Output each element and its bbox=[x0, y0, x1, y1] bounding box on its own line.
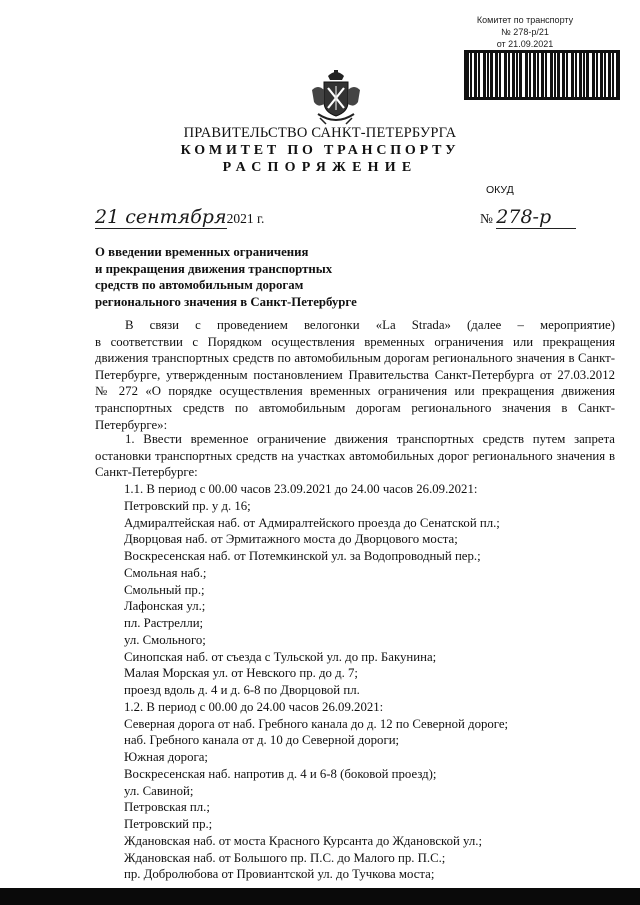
list-item: Смольный пр.; bbox=[124, 582, 205, 597]
list-item: Ждановская наб. от Большого пр. П.С. до Малого пр. П.С.; bbox=[124, 850, 446, 865]
stamp-line-date: от 21.09.2021 bbox=[496, 39, 554, 49]
list-item: проезд вдоль д. 4 и д. 6-8 по Дворцовой пл. bbox=[124, 683, 360, 697]
date-handwritten: 21 сентября bbox=[95, 206, 227, 228]
clause-1-paragraph bbox=[95, 431, 615, 481]
scan-edge-divider bbox=[0, 888, 640, 905]
list-item: ул. Смольного; bbox=[124, 632, 206, 647]
document-header bbox=[0, 125, 640, 176]
document-type: РАСПОРЯЖЕНИЕ bbox=[222, 160, 418, 175]
committee-name: КОМИТЕТ ПО ТРАНСПОРТУ bbox=[180, 143, 460, 158]
list-item: 1.2. В период с 00.00 до 24.00 часов 26.09.2021: bbox=[124, 699, 384, 714]
restriction-list bbox=[124, 481, 508, 883]
stamp-line-committee: Комитет по транспорту bbox=[476, 15, 574, 25]
list-item: наб. Гребного канала от д. 10 до Северной дороги; bbox=[124, 733, 400, 748]
list-item: Адмиралтейская наб. от Адмиралтейского проезда до Сенатской пл.; bbox=[124, 515, 500, 530]
document-date bbox=[95, 208, 264, 229]
list-item: Малая Морская ул. от Невского пр. до д. 7; bbox=[124, 666, 358, 681]
list-item: Петровская пл.; bbox=[124, 800, 210, 815]
barcode-icon bbox=[464, 50, 620, 100]
document-number bbox=[480, 208, 576, 229]
preamble-first-line: В связи с проведением велогонки «La Strada» (далее – мероприятие) bbox=[125, 318, 615, 332]
list-item: ул. Савиной; bbox=[124, 783, 194, 798]
list-item: пр. Добролюбова от Провиантской ул. до Тучкова моста; bbox=[124, 867, 435, 882]
government-name: ПРАВИТЕЛЬСТВО САНКТ-ПЕТЕРБУРГА bbox=[183, 125, 457, 141]
title-line: О введении временных ограничения bbox=[95, 245, 309, 259]
list-item: Воскресенская наб. от Потемкинской ул. за Водопроводный пер.; bbox=[124, 549, 481, 563]
list-item: Петровский пр.; bbox=[124, 817, 213, 831]
list-item: 1.1. В период с 00.00 часов 23.09.2021 до 24.00 часов 26.09.2021: bbox=[124, 482, 478, 496]
title-line: и прекращения движения транспортных bbox=[95, 261, 333, 276]
document-title bbox=[95, 244, 357, 310]
list-item: Ждановская наб. от моста Красного Курсанта до Ждановской ул.; bbox=[124, 833, 482, 848]
title-line: средств по автомобильным дорогам bbox=[95, 278, 304, 292]
list-item: Петровский пр. у д. 16; bbox=[124, 498, 251, 513]
list-item: Лафонская ул.; bbox=[124, 599, 206, 614]
list-item: Синопская наб. от съезда с Тульской ул. до пр. Бакунина; bbox=[124, 649, 437, 664]
list-item: Смольная наб.; bbox=[124, 565, 207, 580]
registration-stamp bbox=[460, 14, 590, 50]
list-item: Южная дорога; bbox=[124, 750, 208, 764]
clause-1-text: 1. Ввести временное ограничение движения транспортных средств путем запрета остановки транспортных средств на участках автомобильных дорог регионального значения в Санкт-Петербурге: bbox=[95, 432, 615, 480]
list-item: Дворцовая наб. от Эрмитажного моста до Дворцового моста; bbox=[124, 532, 458, 547]
stamp-line-number: № 278-р/21 bbox=[501, 27, 549, 37]
preamble-paragraph bbox=[95, 317, 615, 433]
list-item: Воскресенская наб. напротив д. 4 и 6-8 (боковой проезд); bbox=[124, 766, 437, 781]
number-prefix: № bbox=[480, 211, 493, 226]
preamble-body: в соответствии с Порядком осуществления временных ограничения или прекращения движения транспортных средств по автомобильным дорогам регионального значения в Санкт-Петербурге, утвержденным постановлением Правительства Санкт-Петербурга от 27.03.2012 № 272 «О порядке осуществления временных ограничения или прекращения движения транспортных средств по автомобильным дорогам регионального значения в Санкт-Петербурге»: bbox=[95, 334, 615, 432]
title-line: регионального значения в Санкт-Петербурге bbox=[95, 294, 357, 309]
list-item: Северная дорога от наб. Гребного канала до д. 12 по Северной дороге; bbox=[124, 716, 509, 731]
list-item: пл. Растрелли; bbox=[124, 616, 204, 630]
date-year: 2021 г. bbox=[226, 211, 265, 226]
number-handwritten: 278-р bbox=[496, 206, 552, 228]
coat-of-arms-icon bbox=[310, 68, 362, 126]
okud-label: ОКУД bbox=[486, 184, 514, 196]
